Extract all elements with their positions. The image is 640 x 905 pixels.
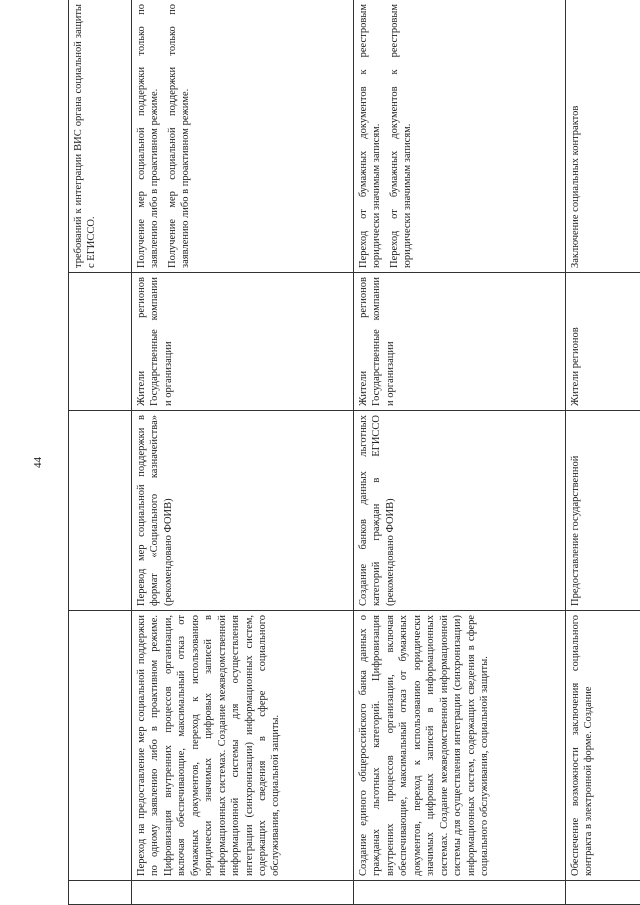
project-cell: Перевод мер социальной поддержки в формат «Социального казначейства» (рекомендовано ФОИВ) <box>132 411 354 611</box>
effect-paragraph: Получение мер социальной поддержки только по заявлению либо в проактивном режиме. <box>136 4 161 268</box>
row-number-cell <box>69 881 132 905</box>
measure-cell: Обеспечение возможности заключения социального контракта в электронной форме. Создание <box>566 611 640 881</box>
table-row <box>69 0 132 905</box>
table-row <box>132 0 354 905</box>
project-cell <box>69 411 132 611</box>
target-group-cell: Жители регионов Государственные компании и организации <box>132 273 354 411</box>
effect-paragraph: требований к интеграции ВИС органа социальной защиты с ЕГИССО. <box>73 4 98 268</box>
measure-cell: Переход на предоставление мер социальной поддержки по одному заявлению либо в проактивном режиме. Цифровизация внутренних процессов организации, включая обеспечивающие, максимальный отказ от бумажных документов, переход к использованию юридически значимых цифровых записей в информационных системах. Создание межведомственной информационной системы для осуществления интеграции (синхронизации) информационных систем, содержащих сведения в сфере социального обслуживания, социальной защиты. <box>132 611 354 881</box>
project-cell: Создание банков данных льготных категорий граждан в ЕГИССО (рекомендовано ФОИВ) <box>354 411 566 611</box>
effect-paragraph: Переход от бумажных документов к реестровым юридически значимым записям. <box>358 4 383 268</box>
row-number-cell <box>566 881 640 905</box>
effects-cell <box>132 0 354 273</box>
effects-cell <box>354 0 566 273</box>
row-number-cell <box>132 881 354 905</box>
effect-paragraph: Переход от бумажных документов к реестровым юридически значимым записям. <box>388 4 414 268</box>
effect-paragraph: Заключение социальных контрактов <box>570 105 581 268</box>
table-row <box>354 0 566 905</box>
page-number: 44 <box>32 457 44 468</box>
measure-cell: Создание единого общероссийского банка данных о гражданах льготных категорий. Цифровизация внутренних процессов организации, включая обеспечивающие, максимальный отказ от бумажных документов, переход к использованию юридически значимых цифровых записей в информационных системах. Создание межведомственной информационной системы для осуществления интеграции (синхронизации) информационных систем, содержащих сведения в сфере социального обслуживания, социальной защиты. <box>354 611 566 881</box>
measure-cell <box>69 611 132 881</box>
project-cell: Предоставление государственной <box>566 411 640 611</box>
target-group-cell: Жители регионов <box>566 273 640 411</box>
target-group-cell <box>69 273 132 411</box>
effect-paragraph: Получение мер социальной поддержки только по заявлению либо в проактивном режиме. <box>166 4 192 268</box>
table-row <box>566 0 640 905</box>
target-group-cell: Жители регионов Государственные компании и организации <box>354 273 566 411</box>
effects-cell <box>566 0 640 273</box>
effects-cell <box>69 0 132 273</box>
row-number-cell <box>354 881 566 905</box>
measures-table <box>68 0 628 905</box>
